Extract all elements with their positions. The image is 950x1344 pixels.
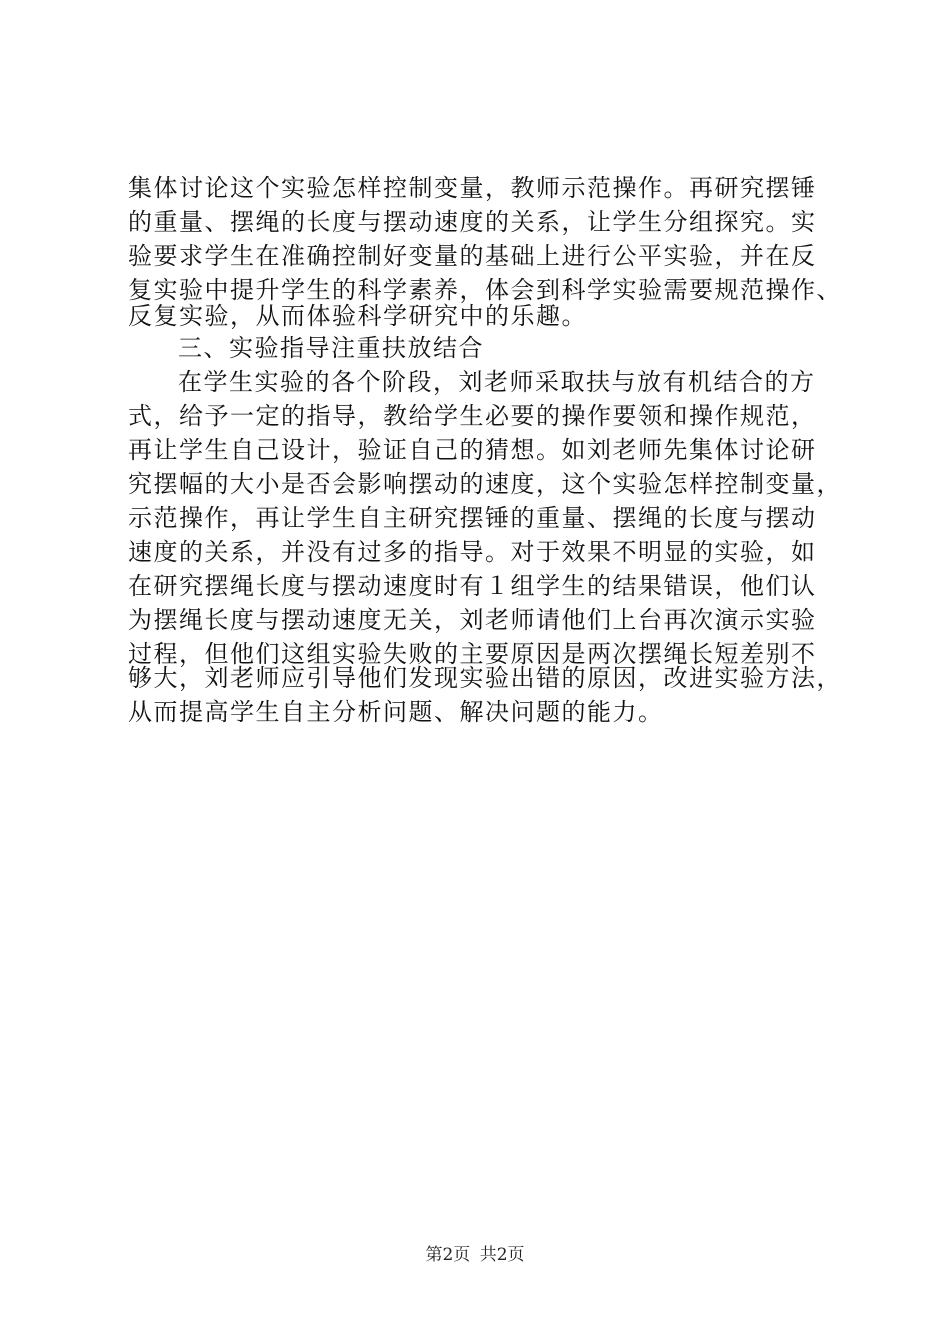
- paragraph-line: 示范操作，再让学生自主研究摆锤的重量、摆绳的长度与摆动: [128, 504, 817, 532]
- paragraph-line: 够大，刘老师应引导他们发现实验出错的原因，改进实验方法，: [128, 664, 842, 692]
- paragraph-line: 复实验中提升学生的科学素养，体会到科学实验需要规范操作、: [128, 276, 842, 304]
- paragraph-line: 的重量、摆绳的长度与摆动速度的关系，让学生分组探究。实: [128, 208, 817, 236]
- paragraph-line: 过程，但他们这组实验失败的主要原因是两次摆绳长短差别不: [128, 640, 817, 668]
- page-total: 共2页: [479, 1245, 525, 1265]
- paragraph-line: 反复实验，从而体验科学研究中的乐趣。: [128, 302, 587, 330]
- paragraph-line: 式，给予一定的指导，教给学生必要的操作要领和操作规范，: [128, 402, 817, 430]
- paragraph-line: 速度的关系，并没有过多的指导。对于效果不明显的实验，如: [128, 538, 817, 566]
- paragraph-line: 集体讨论这个实验怎样控制变量，教师示范操作。再研究摆锤: [128, 174, 817, 202]
- paragraph-line: 再让学生自己设计，验证自己的猜想。如刘老师先集体讨论研: [128, 436, 817, 464]
- paragraph-line: 从而提高学生自主分析问题、解决问题的能力。: [128, 698, 664, 726]
- paragraph-line: 为摆绳长度与摆动速度无关，刘老师请他们上台再次演示实验: [128, 606, 817, 634]
- section-heading: 三、实验指导注重扶放结合: [178, 334, 484, 362]
- paragraph-line: 验要求学生在准确控制好变量的基础上进行公平实验，并在反: [128, 242, 817, 270]
- paragraph-line: 究摆幅的大小是否会影响摆动的速度，这个实验怎样控制变量，: [128, 470, 842, 498]
- page-footer: [0, 1243, 950, 1267]
- page-number: 第2页: [425, 1245, 471, 1265]
- paragraph-line: 在学生实验的各个阶段，刘老师采取扶与放有机结合的方: [178, 368, 816, 396]
- paragraph-line: 在研究摆绳长度与摆动速度时有１组学生的结果错误，他们认: [128, 572, 817, 600]
